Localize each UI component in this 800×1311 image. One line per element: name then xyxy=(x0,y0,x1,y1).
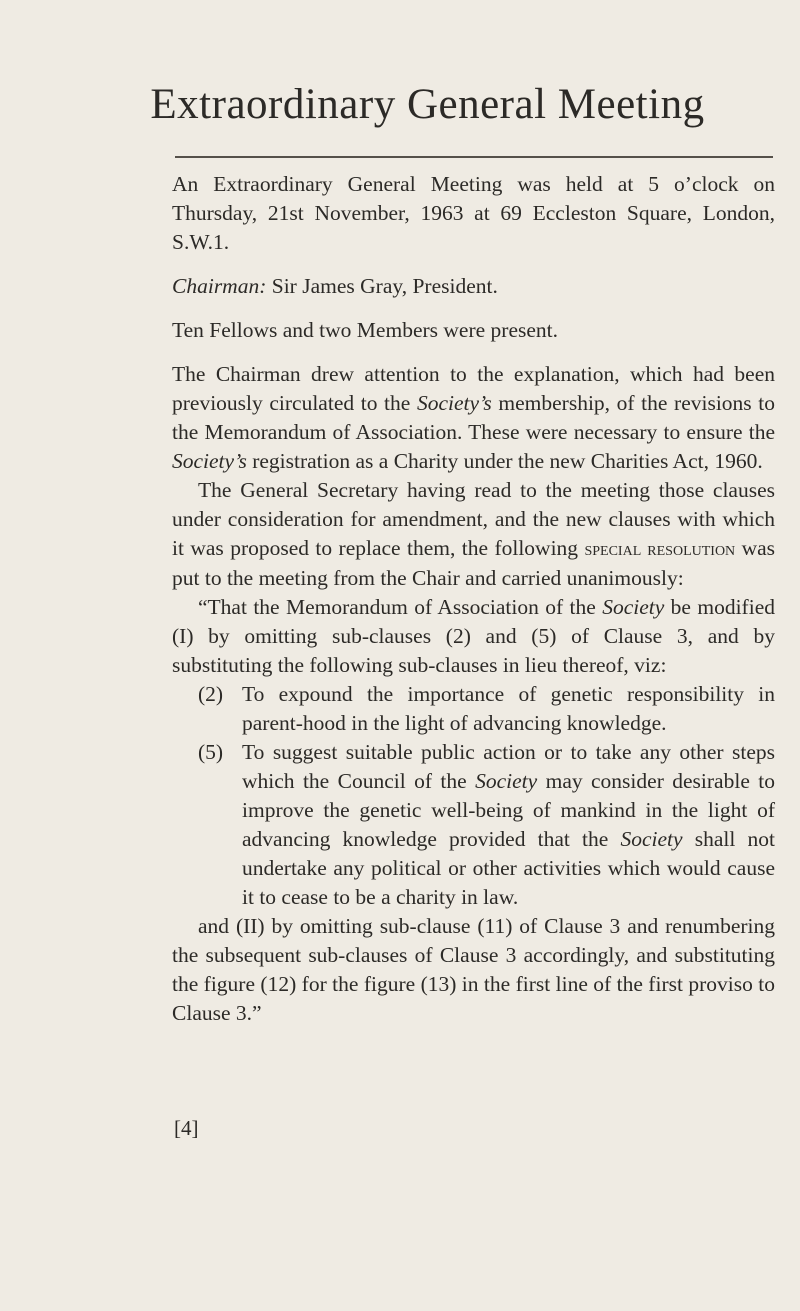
society-term: Society xyxy=(620,827,683,851)
resolution-text-a: The General Secretary having read to the meeting those clauses under consideration for amendment, and the new clauses with which it was proposed to replace them, the following xyxy=(172,478,775,560)
society-term: Society’s xyxy=(416,391,492,415)
resolution-quote xyxy=(172,593,775,680)
title-rule xyxy=(175,156,773,158)
sub-clause-2 xyxy=(198,680,775,738)
special-resolution-term: special resolution xyxy=(584,538,736,560)
sub-clause-number: (5) xyxy=(198,740,224,764)
explanation-text-b: membership, of the revisions to the Memorandum of Association. These were necessary to ensure the xyxy=(172,391,775,444)
page-title: Extraordinary General Meeting xyxy=(150,81,705,128)
resolution-text-b: was put to the meeting from the Chair and carried unanimously: xyxy=(172,536,776,590)
attendance-line: Ten Fellows and two Members were present. xyxy=(172,318,558,342)
sub-clause-number: (2) xyxy=(198,682,224,706)
page-number: [4] xyxy=(174,1116,199,1140)
society-term: Society xyxy=(475,769,538,793)
society-term: Society’s xyxy=(172,449,247,473)
document-body xyxy=(172,170,775,1028)
explanation-text-c: registration as a Charity under the new Charities Act, 1960. xyxy=(246,449,763,473)
sub-clause-text: To expound the importance of genetic responsibility in parent-hood in the light of advancing knowledge. xyxy=(242,682,775,735)
explanation-paragraph xyxy=(172,360,775,476)
chairman-label: Chairman: xyxy=(172,274,267,298)
chairman-name: Sir James Gray, President. xyxy=(266,274,498,298)
sub-clause-5 xyxy=(198,738,775,912)
chairman-line xyxy=(172,272,775,301)
explanation-text-a: The Chairman drew attention to the explanation, which had been previously circulated to the xyxy=(172,362,775,415)
closing-paragraph: and (II) by omitting sub-clause (11) of Clause 3 and renumbering the subsequent sub-clauses of Clause 3 accordingly, and substituting the figure (12) for the figure (13) in the first line of the first proviso to Clause 3.” xyxy=(172,914,775,1025)
quote-text-a: “That the Memorandum of Association of the xyxy=(198,595,603,619)
quote-text-b: be modified (I) by omitting sub-clauses (2) and (5) of Clause 3, and by substituting the following sub-clauses in lieu thereof, viz: xyxy=(172,595,775,677)
resolution-paragraph xyxy=(172,476,775,593)
sub-clause-text: To suggest suitable public action or to take any other steps which the Council of the Society may consider desirable to improve the genetic well-being of mankind in the light of advancing knowledge provided that the Society shall not undertake any political or other activities which would cause it to cease to be a charity in law. xyxy=(242,740,775,909)
society-term: Society xyxy=(602,595,665,619)
intro-paragraph: An Extraordinary General Meeting was held at 5 o’clock on Thursday, 21st November, 1963 at 69 Eccleston Square, London, S.W.1. xyxy=(172,172,775,254)
